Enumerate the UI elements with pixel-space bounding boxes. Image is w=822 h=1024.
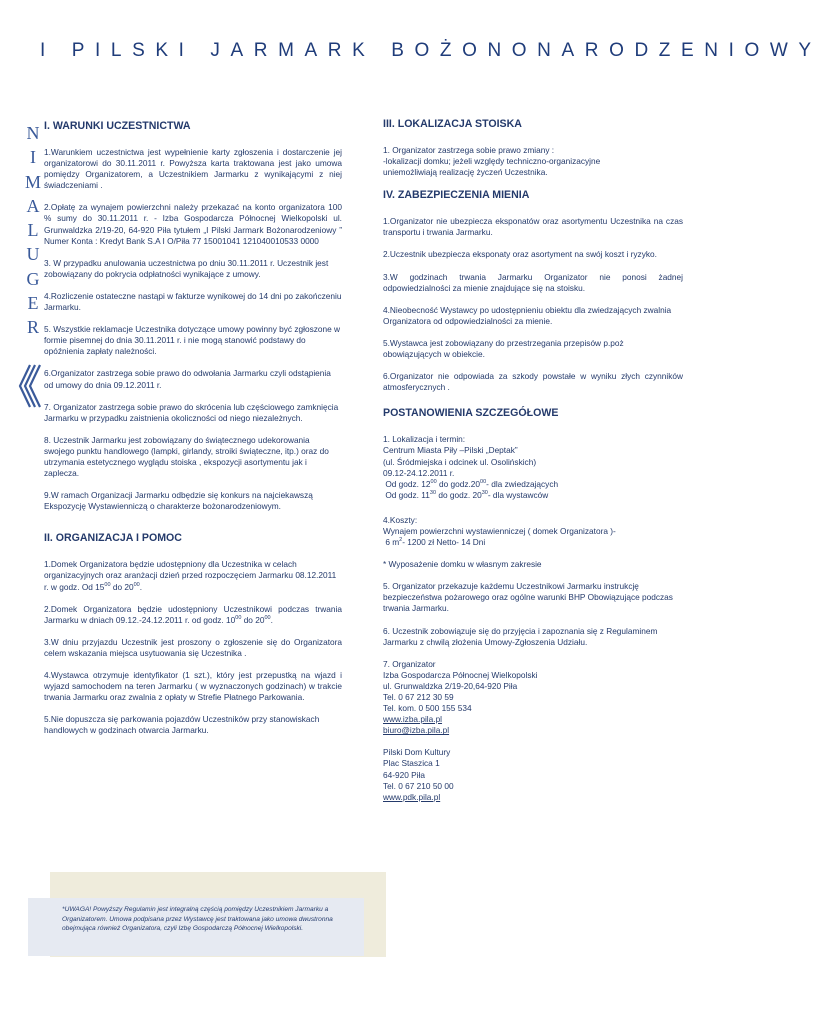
vertical-letter: L xyxy=(27,220,39,241)
vertical-letter: I xyxy=(30,147,36,168)
paragraph: 4.Wystawca otrzymuje identyfikator (1 szt.), który jest przepustką na wjazd i wyjazd samochodem na teren Jarmarku ( w wyznaczonych godzinach) w trakcie trwania Jarmarku oraz zwalnia z opłaty w Strefie Płatnego Parkowania. xyxy=(44,670,342,703)
paragraph: 7. Organizator Izba Gospodarcza Północnej Wielkopolski ul. Grunwaldzka 2/19-20,64-920 Piła Tel. 0 67 212 30 59 Tel. kom. 0 500 155 534 www.izba.pila.pl biuro@izba.pila.pl xyxy=(383,658,538,736)
vertical-letter: A xyxy=(26,195,40,216)
paragraph: 6.Organizator zastrzega sobie prawo do odwołania Jarmarku czyli odstąpienia od umowy do dnia 09.12.2011 r. xyxy=(44,368,331,390)
vertical-label-regulamin xyxy=(20,124,46,343)
paragraph: 4.Rozliczenie ostateczne nastąpi w fakturze wynikowej do 14 dni po zakończeniu Jarmarku. xyxy=(44,290,342,313)
paragraph: 3. W przypadku anulowania uczestnictwa po dniu 30.11.2011 r. Uczestnik jest zobowiązany do pokrycia odpłatności wynikające z umowy. xyxy=(44,257,329,279)
section-heading-zabezpieczenia: IV. ZABEZPIECZENIA MIENIA xyxy=(383,189,530,202)
paragraph: 2.Opłatę za wynajem powierzchni należy przekazać na konto organizatora 100 % sumy do 30.11.2011 r. - Izba Gospodarcza Północnej Wielkopolski ul. Grunwaldzka 2/19-20, 64-920 Piła tytułem „I Pilski Jarmark Bożonarodzeniowy ” Numer Konta : Kredyt Bank S.A I O/Piła 77 15001041 121040010533 0000 xyxy=(44,202,342,246)
paragraph: 1. Lokalizacja i termin: Centrum Miasta Piły –Pilski „Deptak” (ul. Śródmiejska i odcinek ul. Osolińskich) 09.12-24.12.2011 r. Od godz. $12^{00}$ do $godz.20^{00}-$ dla zwiedzających Od godz. $11^{30}$ do godz. $20^{30}-$ dla wystawców xyxy=(383,434,559,500)
paragraph: 7. Organizator zastrzega sobie prawo do skrócenia lub częściowego zamknięcia Jarmarku w przypadku zaistnienia okoliczności od niego niezależnych. xyxy=(44,401,339,423)
paragraph: 6. Uczestnik zobowiązuje się do przyjęcia i zapoznania się z Regulaminem Jarmarku z chwilą złożenia Umowy-Zgłoszenia Udziału. xyxy=(383,625,658,647)
paragraph: 9.W ramach Organizacji Jarmarku odbędzie się konkurs na najciekawszą Ekspozycję Wystawienniczą o charakterze bożonarodzeniowym. xyxy=(44,490,313,512)
chevron-decoration-icon xyxy=(16,363,40,409)
section-heading-organizacja: II. ORGANIZACJA I POMOC xyxy=(44,532,182,545)
paragraph: * Wyposażenie domku w własnym zakresie xyxy=(383,559,542,570)
paragraph: 5. Wszystkie reklamacje Uczestnika dotyczące umowy powinny być zgłoszone w formie pisemnej do dnia 30.11.2011 r. i nie mogą stanowić podstawy do opóźnienia zapłaty należności. xyxy=(44,324,341,357)
right-column xyxy=(383,118,683,814)
section-heading-warunki: I. WARUNKI UCZESTNICTWA xyxy=(44,120,191,132)
paragraph: 4.Nieobecność Wystawcy po udostępnieniu obiektu dla zwiedzających zwalnia Organizatora od odpowiedzialności za mienie. xyxy=(383,304,672,326)
paragraph: 2.Uczestnik ubezpiecza eksponaty oraz asortyment na swój koszt i ryzyko. xyxy=(383,249,657,260)
paragraph: 4.Koszty: Wynajem powierzchni wystawienniczej ( domek Organizatora )- 6 $m^2-$ 1200 zł Netto- 14 Dni xyxy=(383,514,616,548)
email-link-izba[interactable]: biuro@izba.pila.pl xyxy=(383,725,450,736)
section-heading-lokalizacja: III. LOKALIZACJA STOISKA xyxy=(383,118,522,130)
section-heading-postanowienia: POSTANOWIENIA SZCZEGÓŁOWE xyxy=(383,407,559,420)
paragraph: 1. Organizator zastrzega sobie prawo zmiany : -lokalizacji domku; jeżeli względy techniczno-organizacyjne uniemożliwiają realizację życzeń Uczestnika. xyxy=(383,145,601,178)
left-column xyxy=(44,120,342,747)
website-link-izba[interactable]: www.izba.pila.pl xyxy=(383,714,443,725)
paragraph: 3.W dniu przyjazdu Uczestnik jest proszony o zgłoszenie się do Organizatora celem wskazania miejsca usytuowania się Uczestnika . xyxy=(44,636,342,658)
vertical-letter: N xyxy=(26,123,40,143)
paragraph: 8. Uczestnik Jarmarku jest zobowiązany do świątecznego udekorowania swojego punktu handlowego (lampki, girlandy, stroiki świąteczne, itp.) oraz do utrzymania estetycznego wyglądu stoiska , ekspozycji asortymentu jak i zaplecza. xyxy=(44,434,329,479)
vertical-letter: R xyxy=(26,317,39,338)
vertical-letter: U xyxy=(26,244,40,265)
paragraph: 3.W godzinach trwania Jarmarku Organizator nie ponosi żadnej odpowiedzialności za mienie znajdujące się na stoisku. xyxy=(383,271,683,293)
footer-note: *UWAGA! Powyższy Regulamin jest integralną częścią pomiędzy Uczestnikiem Jarmarku a Organizatorem. Umowa podpisana przez Wystawcę jest traktowana jako umowa dwustronna obejmująca również Organizatora, czyli Izbę Gospodarczą Północnej Wielkopolski. xyxy=(62,906,333,933)
website-link-pdk[interactable]: www.pdk.pila.pl xyxy=(383,791,441,802)
paragraph: Pilski Dom Kultury Plac Staszica 1 64-920 Piła Tel. 0 67 210 50 00 www.pdk.pila.pl xyxy=(383,747,454,802)
vertical-letter: E xyxy=(27,293,39,314)
page-title: I PILSKI JARMARK BOŻONONARODZENIOWY xyxy=(40,40,822,61)
paragraph: 6.Organizator nie odpowiada za szkody powstałe w wyniku złych czynników atmosferycznych . xyxy=(383,371,683,393)
vertical-letter: M xyxy=(24,171,41,192)
paragraph: 1.Warunkiem uczestnictwa jest wypełnienie karty zgłoszenia i dostarczenie jej organizatorowi do 30.11.2011 r. Powyższa karta traktowana jest jako umowa pomiędzy Organizatorem, a Uczestnikiem Jarmarku z wynikającymi z niej świadczeniami . xyxy=(44,147,342,191)
paragraph: 5.Nie dopuszcza się parkowania pojazdów Uczestników przy stanowiskach handlowych w godzinach otwarcia Jarmarku. xyxy=(44,714,320,736)
vertical-letter: G xyxy=(26,268,40,289)
paragraph: 1.Domek Organizatora będzie udostępniony dla Uczestnika w celach organizacyjnych oraz aranżacji dzień przed rozpoczęciem Jarmarku 08.12.2011 r. w godz. Od $15^{00}$ do $20^{00}$. xyxy=(44,559,337,592)
paragraph: 1.Organizator nie ubezpiecza eksponatów oraz asortymentu Uczestnika na czas transportu i trwania Jarmarku. xyxy=(383,216,683,238)
paragraph: 5.Wystawca jest zobowiązany do przestrzegania przepisów p.poż obowiązujących w obiekcie. xyxy=(383,337,624,360)
paragraph: 2.Domek Organizatora będzie udostępniony Uczestnikowi podczas trwania Jarmarku w dniach 09.12.-24.12.2011 r. od godz. $10^{00}$ do $20^{00}$. xyxy=(44,603,342,625)
paragraph: 5. Organizator przekazuje każdemu Uczestnikowi Jarmarku instrukcję bezpieczeństwa pożarowego oraz ogólne warunki BHP Obowiązujące podczas trwania Jarmarku. xyxy=(383,581,673,614)
